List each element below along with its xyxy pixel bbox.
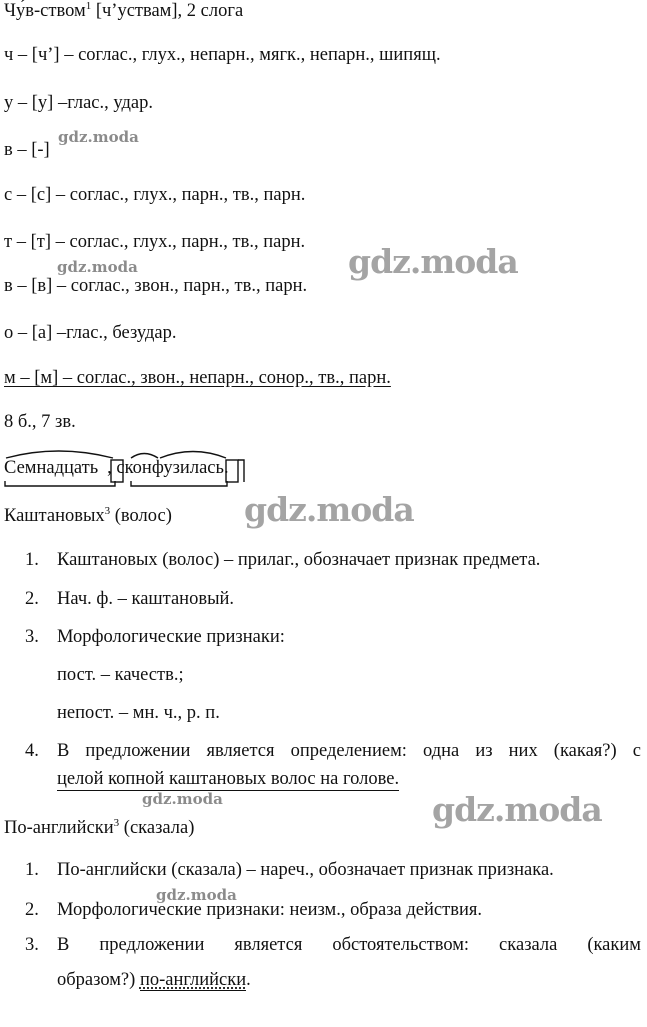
comma: , [107,458,117,478]
title-word: Каштановых [4,506,105,526]
period: . [246,970,251,990]
list-item: Нач. ф. – каштановый. [57,589,235,609]
footnote-mark: 3 [113,817,120,829]
continuation-text: образом?) [57,970,140,990]
section-title-adverb [4,817,194,839]
list-item-continuation [57,969,251,991]
title-rest: (волос) [110,506,172,526]
list-item: Морфологические признаки: неизм., образа действия. [57,900,482,920]
list-item: В предложении является определением: одна из них (какая?) с [57,741,641,761]
list-number: 2. [25,900,39,920]
section-title-adjective [4,505,172,527]
postfix: сь [207,458,224,478]
phoneme-row: о – [а] –глас., безудар. [4,323,177,343]
list-number: 1. [25,550,39,570]
morph-word-skonfuzilas: сконфузил [116,458,200,478]
phonetic-word-line [4,0,243,22]
watermark: gdz.moda [57,258,138,276]
ending-box-icon [223,458,238,482]
list-item: По-английски (сказала) – нареч., обозначает признак признака. [57,860,554,880]
phoneme-row: в – [в] – соглас., звон., парн., тв., парн. [4,276,308,296]
phonetic-word: Чу́в-ством [4,1,86,21]
postfix-mark-icon [238,460,244,482]
list-item-continuation: целой копной каштановых волос на голове. [57,769,400,789]
period: . [223,458,229,478]
list-number: 4. [25,741,39,761]
adverb-underlined: по-английски [139,970,247,990]
base-bracket-icon [5,481,115,486]
transcription: [ч’уствам], 2 слога [91,1,244,21]
phoneme-row: т – [т] – соглас., глух., парн., тв., парн. [4,232,306,252]
list-item: В предложении является обстоятельством: сказала (каким [57,935,641,955]
list-item: Морфологические признаки: [57,627,285,647]
letters-sounds-summary: 8 б., 7 зв. [4,412,76,432]
prefix-corner-icon [131,454,158,459]
list-subitem: пост. – качеств.; [57,665,184,685]
root-arc-icon [6,451,113,458]
morph-word-semnadtsat: Семнадцать [4,458,99,478]
ending-box-icon [111,460,123,482]
base-bracket-icon [131,481,227,486]
list-subitem: непост. – мн. ч., р. п. [57,703,220,723]
title-rest: (сказала) [119,818,195,838]
list-item: Каштановых (волос) – прилаг., обозначает признак предмета. [57,550,541,570]
footnote-mark: 3 [104,505,111,517]
watermark: gdz.moda [58,128,139,146]
watermark: gdz.moda [432,790,602,829]
watermark: gdz.moda [142,790,223,808]
phoneme-row: у – [у] –глас., удар. [4,93,153,113]
title-word: По-английски [4,818,114,838]
list-number: 3. [25,935,39,955]
phoneme-row: ч – [ч’] – соглас., глух., непарн., мягк., непарн., шипящ. [4,45,441,65]
list-number: 2. [25,589,39,609]
phoneme-row: с – [с] – соглас., глух., парн., тв., парн. [4,185,306,205]
root-arc-icon [160,452,226,459]
morpheme-marks [0,446,300,494]
phoneme-row: м – [м] – соглас., звон., непарн., сонор., тв., парн. [4,368,391,388]
watermark: gdz.moda [156,886,237,904]
phoneme-row: в – [-] [4,140,50,160]
list-number: 1. [25,860,39,880]
ending-letter: а [199,458,208,478]
footnote-mark: 1 [85,0,92,12]
watermark: gdz.moda [244,490,414,529]
watermark: gdz.moda [348,242,518,281]
list-number: 3. [25,627,39,647]
